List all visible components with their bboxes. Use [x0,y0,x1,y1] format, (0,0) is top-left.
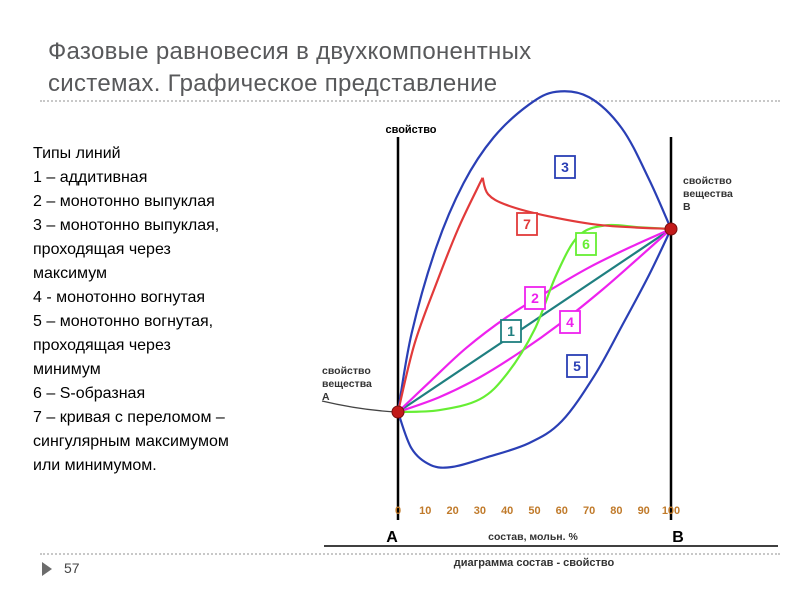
line-type-text: 4 - монотонно вогнутая [33,289,206,306]
footer-divider [40,553,780,555]
x-tick-label: 60 [555,505,568,517]
line-type-text: проходящая через [33,337,171,354]
curve-3 [398,91,671,412]
y-axis-title: свойство [385,124,437,136]
x-tick-label: 30 [473,505,487,517]
line-type-text: проходящая через [33,241,171,258]
x-tick-label: 90 [637,505,650,517]
x-tick-label: 70 [582,505,596,517]
line-type-text: 5 – монотонно вогнутая, [33,313,214,330]
prop-b-label: В [683,201,691,213]
x-tick-label: 10 [419,505,432,517]
x-tick-label: 20 [446,505,459,517]
x-axis-title: состав, мольн. % [488,531,578,543]
x-tick-label: 0 [394,505,402,517]
prop-a-label: А [322,391,330,403]
line-type-text: сингулярным максимумом [33,433,229,450]
curve-label-2: 2 [531,290,539,306]
line-type-text: максимум [33,265,108,282]
line-type-text: 1 – аддитивная [33,169,148,186]
x-tick-label: 100 [661,505,681,517]
point-a-marker [392,406,404,418]
line-type-text: или минимумом. [33,457,157,474]
page-number: 57 [64,560,80,576]
x-tick-label: 80 [610,505,623,517]
curve-label-6: 6 [582,236,590,252]
prop-a-label: вещества [322,378,372,390]
curve-label-1: 1 [507,323,515,339]
diagram-caption: диаграмма состав - свойство [453,557,615,569]
curve-label-3: 3 [561,159,569,175]
x-tick-label: 50 [528,505,541,517]
component-a-label: А [386,529,398,546]
component-b-label: В [672,529,684,546]
curve-label-5: 5 [573,358,581,374]
curve-label-7: 7 [523,216,531,232]
prop-b-label: свойство [683,175,732,187]
curve-label-4: 4 [566,314,574,330]
prop-a-pointer [322,401,396,412]
prop-b-label: вещества [683,188,733,200]
slide-title-line-1: Фазовые равновесия в двухкомпонентных [48,38,532,65]
curve-1 [398,229,671,412]
line-type-text: 2 – монотонно выпуклая [33,193,215,210]
prop-a-label: свойство [322,365,371,377]
point-b-marker [665,223,677,235]
x-tick-label: 40 [501,505,514,517]
line-type-text: 6 – S-образная [33,385,146,402]
page-arrow-icon [42,562,52,576]
line-type-text: 3 – монотонно выпуклая, [33,217,220,234]
line-types-heading: Типы линий [33,145,121,162]
line-type-text: 7 – кривая с переломом – [33,409,225,426]
line-type-text: минимум [33,361,101,378]
slide-title-line-2: системах. Графическое представление [48,70,498,97]
